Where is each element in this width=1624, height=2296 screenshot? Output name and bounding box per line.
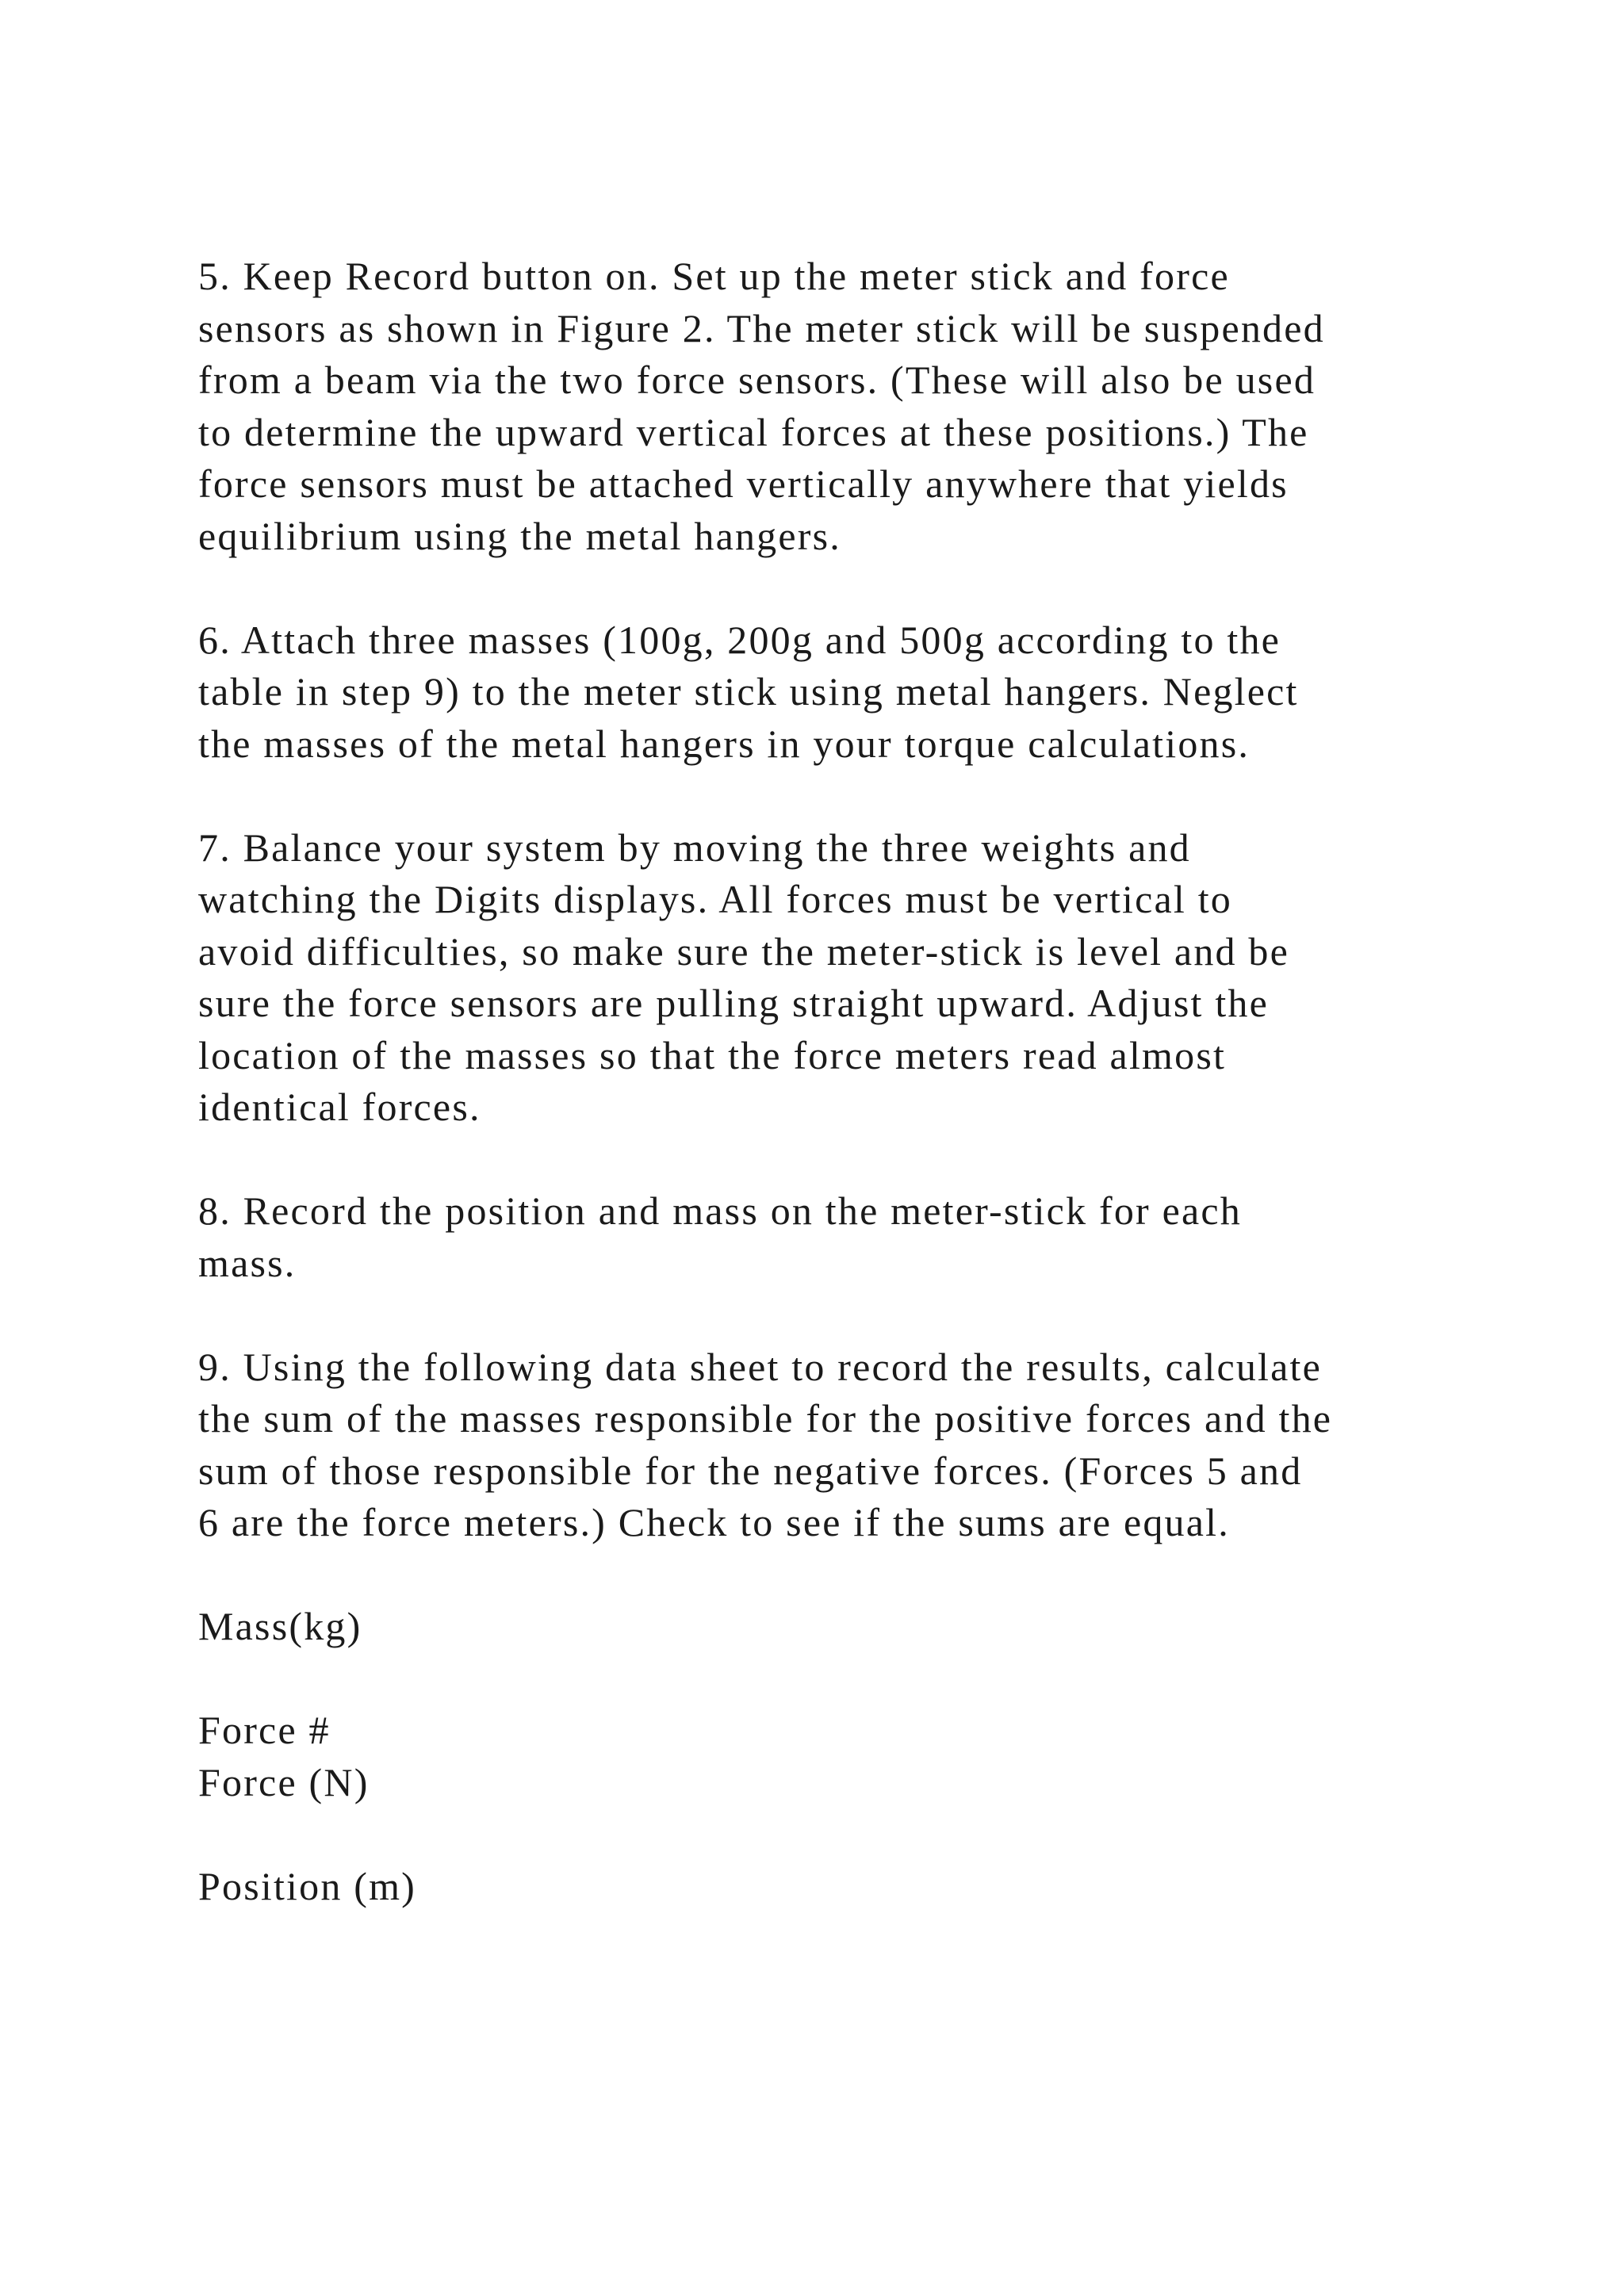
text-line: table in step 9) to the meter stick using metal hangers. Neglect xyxy=(198,669,1299,714)
force-label-block xyxy=(198,1705,1499,1808)
force-number-label: Force # xyxy=(198,1708,331,1752)
text-line: mass. xyxy=(198,1240,297,1285)
text-line: from a beam via the two force sensors. (These will also be used xyxy=(198,358,1316,402)
step-8-paragraph xyxy=(198,1185,1499,1289)
text-line: identical forces. xyxy=(198,1085,481,1129)
position-label: Position (m) xyxy=(198,1863,417,1908)
text-line: 9. Using the following data sheet to record the results, calculate xyxy=(198,1344,1323,1389)
text-line: sum of those responsible for the negative forces. (Forces 5 and xyxy=(198,1448,1303,1493)
mass-label: Mass(kg) xyxy=(198,1604,362,1648)
text-line: equilibrium using the metal hangers. xyxy=(198,513,841,558)
text-line: avoid difficulties, so make sure the meter-stick is level and be xyxy=(198,928,1290,974)
text-line: location of the masses so that the force meters read almost xyxy=(198,1032,1227,1077)
text-line: 7. Balance your system by moving the three weights and xyxy=(198,825,1191,870)
force-newtons-label: Force (N) xyxy=(198,1759,370,1804)
text-line: the sum of the masses responsible for the positive forces and the xyxy=(198,1396,1333,1441)
position-label-block xyxy=(198,1861,1499,1913)
text-line: sure the force sensors are pulling straight upward. Adjust the xyxy=(198,981,1269,1025)
document-body xyxy=(198,251,1499,1912)
mass-label-block xyxy=(198,1601,1499,1653)
text-line: the masses of the metal hangers in your torque calculations. xyxy=(198,721,1251,766)
text-line: 8. Record the position and mass on the meter-stick for each xyxy=(198,1188,1242,1233)
text-line: sensors as shown in Figure 2. The meter stick will be suspended xyxy=(198,305,1325,350)
text-line: 6 are the force meters.) Check to see if the sums are equal. xyxy=(198,1500,1230,1544)
step-9-paragraph xyxy=(198,1341,1499,1549)
step-6-paragraph xyxy=(198,614,1499,771)
text-line: watching the Digits displays. All forces must be vertical to xyxy=(198,877,1232,921)
step-5-paragraph xyxy=(198,251,1499,562)
step-7-paragraph xyxy=(198,822,1499,1134)
text-line: 6. Attach three masses (100g, 200g and 500g according to the xyxy=(198,617,1281,662)
text-line: to determine the upward vertical forces at these positions.) The xyxy=(198,409,1309,454)
text-line: 5. Keep Record button on. Set up the meter stick and force xyxy=(198,254,1230,298)
text-line: force sensors must be attached vertically anywhere that yields xyxy=(198,461,1289,506)
